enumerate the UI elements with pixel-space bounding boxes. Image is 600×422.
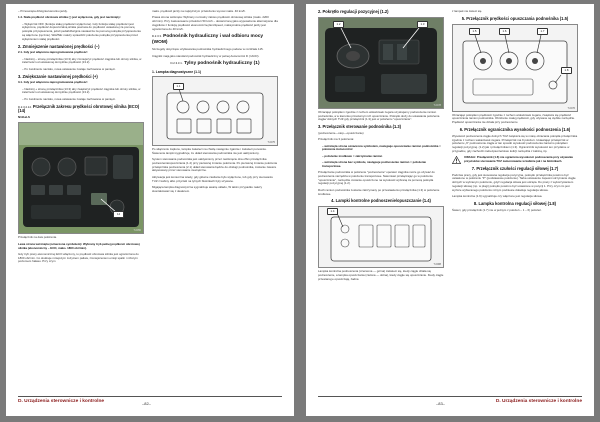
diag-lamp-title: 1. Lampka diagnostyczne (1.1): [152, 69, 201, 74]
pto-section-number: D.2.3.3.: [152, 34, 162, 39]
section-number: D.2.3.2.14.: [18, 104, 32, 109]
drop-speed-para: Obracając pokrętłem prędkości zgodnie z ruchem wskazówek zegara, zwiększa się prędkość opuszczania ramion podnośnika. Obniżenie małej prędkości, gdy używane są ciężkie narzędzie. Prędkość opuszczania nie działa przy podnoszeniu.: [452, 112, 575, 125]
left-column-1: [18, 10, 144, 267]
callout-1-5: 1.5: [469, 28, 480, 35]
right-column-1: [318, 10, 444, 284]
figure-id: T-0050: [133, 229, 141, 233]
warning-text: UWAGA: Przełącznik (1.6) nie ogranicza wysokości podnoszenia przy używaniu przycisków sterowania TUZ zamonowanie w kabinie jak i na błotnikach.: [464, 155, 574, 164]
hitch-bullet-b: – położenie środkowe = zatrzymanie ramion: [322, 153, 383, 158]
lamps-heading: 4. Lampki kontrolne podnoszenie/opuszczanie (1.4): [331, 198, 431, 204]
callout-1-2: 1.2: [333, 21, 344, 28]
control-panel-drawing: [153, 77, 277, 145]
draft-sensitivity-para: Podczas pracy, gdy jest stosowana regulacja pozycyjna, pokrętło przełącznika powinno być ustawione w położeniu "P" (podstawowe położenie). Tarka ustawienie zapewni utrzymanie ciągłe dolnych w wybranym położeniu, gdyż regulacja siłowa jest odcięta. Do pracy z wykorzystaniem regulacji siłowej (np. w pługi) pokrętło powinno być ustawione w pozycji 1. Przy czym im jest wyższe wybieranego położeniu rolnym podniesie doładuje regulacja siłowa.: [452, 172, 576, 192]
diag-para-4: System sterowania podnośnika jest uaktywniony przez naciśnięcie dna offsn przełącznika podnoszenia/opuszczania (1.2) przy pierwszej zmianie położenia. Po pierwszej zmianie położenia przełącznika podnoszenia (2.1) układ sterowania będzie do obsługi podnośnika, zostanie zawsze aktywowany przez sterowanie zewnętrzne.: [152, 157, 278, 173]
bullet-3-1b: – Po zwolnieniu nacisku, nowa ustawienie zostaje zachowane w pamięci.: [22, 96, 116, 101]
lamps-figure: [318, 206, 444, 268]
rear-hitch-heading: [152, 61, 278, 66]
warning-icon: [452, 156, 461, 164]
item-3-1: 3.1. Gdy jest włączona zaprogramowana prędkość:: [18, 80, 88, 85]
footer-title-right: D. Urządzenia sterownicze i kontrolne: [495, 399, 582, 404]
callout-1-4: 1.4: [327, 208, 338, 215]
pto-heading: [152, 34, 278, 45]
bullet-2-1b: – Po zwolnieniu nacisku, nowa ustawienie zostaje zachowane w pamięci.: [22, 66, 116, 71]
height-limit-para: Wysokość podnoszenia ciągłe dolnych TUZ zwiększa się w miarę obracania pokrętła przełącznika zgodnie z ruchem wskazówek zegara. Przełącznik ma 9 położeń. Ustawiając przełącznik w położeniu „9" podnoszenie ciągłe w tan sposób wysokość podnoszenia zarówno pokrętłem regulacji pozycyjnej. (1.2) jak i przełącznikiem (1.3). Ogranicznik wysokości ten przydatne w przypadku, gdy zachodzi niebezpieczeństwo kolizji narzędzia z kabiną, itp.: [452, 133, 578, 153]
hitch-switch-heading: 3. Przełącznik sterowanie podnośnika (1.3): [318, 124, 402, 130]
page-number: –82–: [142, 401, 151, 406]
draft-lamp-para: Lampka kontrolna (1.9) sygnalizuje czy włączone jest regulacja siłowa.: [452, 194, 543, 199]
pto-para-1: Szczegóły dotyczące użytkowania podnośnika hydraulicznego podane w rozdziale 115.: [152, 47, 264, 52]
tractor-console-photo: [19, 123, 143, 233]
hitch-para-2: Przełącznik ma 3 położenia:: [318, 137, 354, 142]
diag-para-5: Aktywacja jest konieczna wtedy, gdy główne zasilanie było wyłączone, lub gdy przy sterowaniu TUZ z kabiny albo przyciski na tylnych błotnikach były używane.: [152, 174, 273, 183]
left-page: [6, 4, 294, 416]
position-para-1: Obracając pokrętłem zgodnie z ruchem wskazówek zegara uzyskujemy podnoszenie ramion podnośnika, a w kierunku przeciwnym ich opuszczanie. Pokrętło służy do ustawiania położenia ciągłe/ dolnych TUZ gdy przełącznik (1.3) jest w położeniu "opuszczanie".: [318, 109, 440, 122]
bullet-1-4: – Wyłącznik OFF (funkcja stałej prędkości wyłączona). Gdy funkcja stałej prędkości jest wyłączona, prędkość dopuszczalną silnika powraca do prędkości ustawionej za pomocą pokrętła przyspieszenia, jeżeli pedał/dźwignia nastawcza za pomocą pokrętła przyspieszenia są włączone (ręcznie). WAŻNE: należy sprawdzić położenie pokrętła przyspieszenia przed wyłączeniem stałej prędkości.: [22, 21, 141, 41]
right-side-text: Prawa strona wciśnięta: Wybrany normalny zakres prędkości obrotowej silnika (maks. 2200 obr/min). Przy zastosowaniu przełożeń 50 km/h – dostarczonej jako wyposażenie alternatywne dla ciągników z funkcją prędkości ekonomicznej EcoSpeed, maksymalna prędkość jazdy jest ograniczona do 40 km/h.: [152, 15, 278, 31]
knobs-figure: [452, 24, 578, 112]
col2-intro-right: z lampek nie świeci się.: [452, 9, 483, 13]
callout-1-7: 1.7: [537, 28, 548, 35]
position-knob-heading: 2. Pokrętło regulacji pozycyjnej (1.2): [318, 9, 389, 14]
knobs-panel-drawing: [453, 25, 577, 111]
diag-fig-id: T-0075: [267, 141, 275, 144]
caption-positions: Przełącznik na dwa położenia.: [18, 235, 57, 240]
bullet-3-1a: – Naciśnij + stronę przełącznika (13.3) aby zwiększyć prędkość ciągnika lub obroty silnika, w zależności od ustawionej domyślnie prędkości (13.2).: [22, 86, 141, 95]
diag-para-6: Migająca lampka diagnostyczna sygnalizuje awarię układu, W takim przypadku należy skontaktować się z dealerem.: [152, 184, 263, 193]
hitch-bullet-a: – wciśnięta strona oznaczona symbolem, następuje opuszczanie ramion podnośnika = położenie Autocontrol: [322, 143, 441, 152]
hitch-para-4: Ruch ramion podnośnika zostanie zatrzymany po przestawieniu przełącznika (1.3) w położenie środkowe.: [318, 187, 440, 196]
item-1-4: 1.4. Stała prędkość obrotowa silnika ( ) jest wyłączona, gdy jest naciśnięty:: [18, 15, 121, 20]
left-column-2: [152, 10, 278, 196]
heading-3: 3. Zwiększanie nastawionej prędkości (+): [18, 73, 98, 79]
draft-lamp-para-5: Świeci, gdy przełącznik (1.7) nie w jednym z położeń – 1 – 6) położeń.: [452, 207, 542, 212]
control-console-photo: [319, 18, 443, 108]
model-label: N111eLS: [18, 115, 30, 120]
callout-1-8: 1.8: [561, 67, 572, 74]
draft-lamp-heading: 8. Lampka kontrolna regulacji siłowej (1.8): [473, 200, 557, 206]
pto-para-2: Ciągniki mają jako standard podnośnik hydrauliczny w pełnej Autocontrol D (=ACD).: [152, 53, 260, 58]
section-eco-heading: [18, 105, 144, 115]
position-knob-figure: [318, 17, 444, 109]
rear-hitch-number: D.2.3.3.1.: [170, 61, 183, 66]
height-limit-heading: 6. Przełącznik ogranicznika wysokości podnoszenia (1.6): [459, 126, 571, 132]
footer-title: D. Urządzenia sterownicze i kontrolne: [18, 399, 105, 404]
footer-rule: [18, 396, 282, 397]
lamps-para-5: Lampka kontrolna podnoszenia (czerwona — górna) zaświeci się, kiedy ciągle działa się podnoszenie, a lampka opuszczania (zielona — dolna), kiedy ciągle się opuszczanie. Kiedy ciągle przestaną je opuszczają, żadna: [318, 269, 444, 281]
lamp-panel-drawing: [319, 207, 443, 267]
knobs-fig-id: T-0076: [567, 106, 575, 110]
section-title: Przełącznik zakresu prędkości obrotowej silnika (ECO) (14): [18, 103, 140, 114]
drop-speed-heading: 5. Przełącznik prędkości opuszczania podnośnika (1.5): [461, 15, 569, 21]
eco-switch-figure: [18, 122, 144, 234]
position-fig-id: T-0078: [433, 103, 441, 107]
hitch-para-3: Przełączanie podnośnika w położenie "podnoszenie" operator ciągnika może go używać do podnoszenia narzędzia w położenie transportowe. Natomiast przełączając go w położenie "opuszczanie", narzędzie zostanie opuszczone na wysokość wybraną za pomocą pokrętła regulacji pozycyjnej (1.2).: [318, 170, 435, 186]
lamps-fig-id: T-0088: [433, 263, 441, 267]
pto-section-title: Podnośnik hydrauliczny i wał odbioru mocy (WOM): [152, 34, 264, 45]
right-page: [306, 4, 594, 416]
callout-14: 14: [113, 211, 124, 218]
heading-2: 2. Zmniejszenie nastawionej prędkości (–): [18, 43, 100, 49]
warning-note: [452, 156, 578, 164]
draft-sensitivity-heading: 7. Przełącznik czułości regulacji siłowej (1.7): [471, 165, 559, 171]
diag-lamp-figure: [152, 76, 278, 146]
hitch-bullet-c: – wciśnięta strona bez symbolu, następuje podnoszenie ramion = położenie transportowe.: [322, 159, 427, 168]
footer-rule-right: [318, 396, 582, 397]
bullet-2-1a: – Naciśnij – stronę przełącznika (13.3) aby zmniejszyć prędkość ciągnika lub obroty silnika, w zależności od ustawionej domyślnie prędkości (13.2).: [22, 56, 142, 65]
hitch-switch-subline: (podnoszenie—stop—opuszczanie): [318, 130, 364, 135]
callout-1-6: 1.6: [499, 28, 510, 35]
caption-right: Gdy tryb pracy ekonomicznej ECO włączony, to prędkość obrotowa silnika jest ograniczona do 1800 obr/min. Co skutkuje mniejszym zużyciem paliwa, zmniejszeniem emisji spalin i niższym poziomem hałasu. Przy czym: [18, 251, 139, 264]
col2-intro: maks. prędkość jazdy na najwyższym przełożeniu wynosi maks. 40 km/h.: [152, 9, 246, 13]
caption-left: Lewa strona wciśnięta (oznaczona symbolem): Wybrany tryb pełnej prędkości obrotowej silnika (ekonomiczny – ECO, maks. 1800 obr/min).: [18, 241, 140, 250]
rear-hitch-title: Tylny podnośnik hydrauliczny (1): [183, 61, 260, 67]
intro-text: – Przesunięta dźwignia kierunku jazdy.: [18, 9, 68, 13]
page-number-right: –83–: [436, 401, 445, 406]
diag-para-3: Po włączeniu zapłonu, lampka zaświeci na chwilę następnie zgaśnie i zaświeci ponownie. Świecenie lampki sygnalizuje, że układ sterowania podnośnika nie jest uaktywniony.: [152, 147, 267, 155]
callout-1-3: 1.3: [417, 21, 428, 28]
right-column-2: [452, 10, 578, 215]
callout-1-1: 1.1: [173, 83, 184, 90]
item-2-1: 2.1. Gdy jest włączona zaprogramowana prędkość:: [18, 50, 88, 55]
